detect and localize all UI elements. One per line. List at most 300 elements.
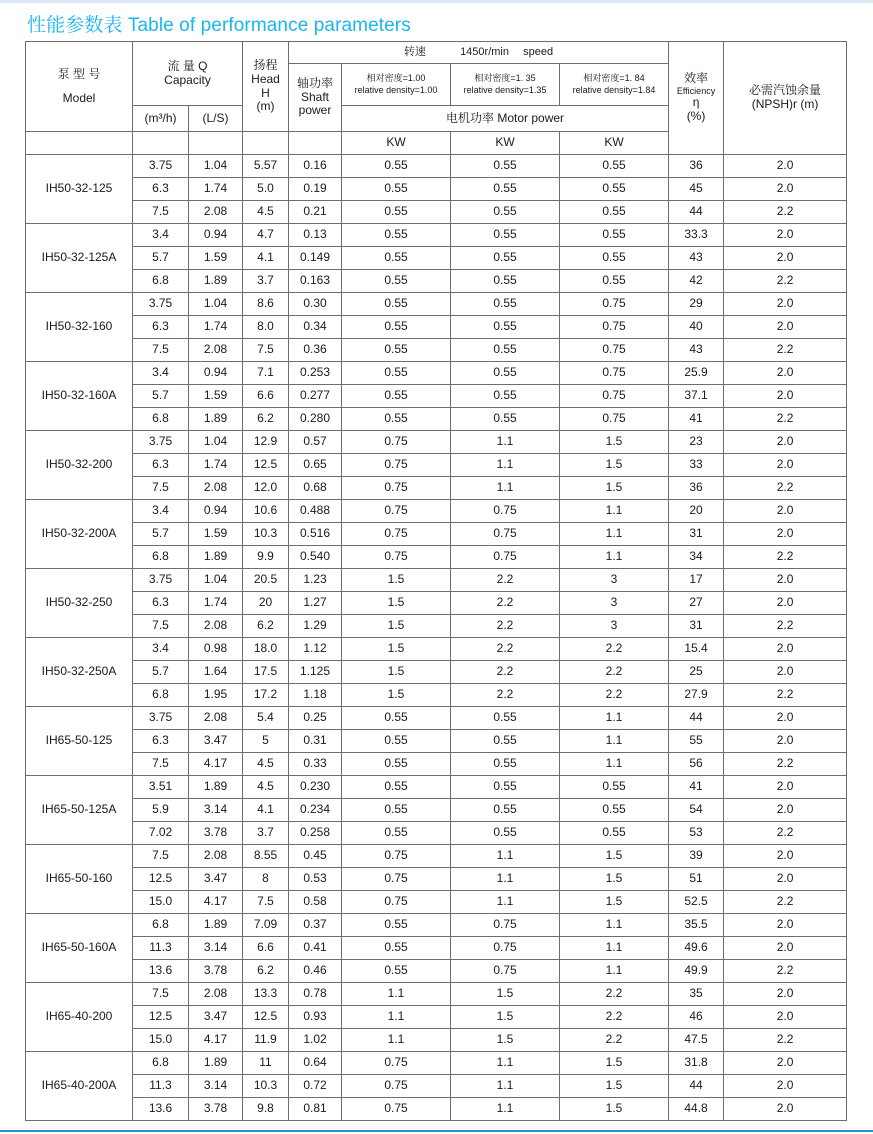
efficiency-cell: 23 (669, 431, 724, 454)
flow-m3h-cell: 3.75 (133, 293, 189, 316)
shaft-power-cell: 0.19 (289, 178, 342, 201)
npsh-cell: 2.0 (724, 868, 847, 891)
table-row (26, 408, 847, 431)
motor-power-rd100-cell: 0.55 (342, 822, 451, 845)
motor-power-rd184-cell: 1.1 (560, 753, 669, 776)
motor-power-rd100-cell: 1.5 (342, 661, 451, 684)
table-body (26, 155, 847, 1121)
flow-ls-cell: 3.14 (189, 937, 243, 960)
efficiency-cell: 42 (669, 270, 724, 293)
head-cell: 6.2 (243, 408, 289, 431)
motor-power-rd135-cell: 0.75 (451, 914, 560, 937)
motor-power-rd184-cell: 0.75 (560, 339, 669, 362)
motor-power-rd100-cell: 0.75 (342, 1098, 451, 1121)
motor-power-rd100-cell: 0.55 (342, 339, 451, 362)
motor-power-rd135-cell: 1.1 (451, 845, 560, 868)
table-row (26, 523, 847, 546)
efficiency-cell: 44 (669, 1075, 724, 1098)
head-cell: 8.0 (243, 316, 289, 339)
efficiency-cell: 34 (669, 546, 724, 569)
motor-power-rd135-cell: 1.5 (451, 1006, 560, 1029)
motor-power-rd100-cell: 0.75 (342, 891, 451, 914)
motor-power-rd135-cell: 0.55 (451, 707, 560, 730)
capacity-unit-spacer-2 (189, 132, 243, 155)
motor-power-rd135-cell: 0.55 (451, 753, 560, 776)
efficiency-cell: 41 (669, 408, 724, 431)
flow-ls-cell: 2.08 (189, 477, 243, 500)
motor-power-rd135-cell: 0.55 (451, 201, 560, 224)
motor-power-rd184-cell: 0.55 (560, 270, 669, 293)
table-row (26, 316, 847, 339)
flow-m3h-cell: 5.7 (133, 661, 189, 684)
motor-power-rd135-cell: 0.55 (451, 385, 560, 408)
flow-m3h-cell: 6.8 (133, 270, 189, 293)
motor-power-rd100-cell: 0.55 (342, 937, 451, 960)
head-header-symbol: H (261, 85, 270, 100)
motor-power-rd135-cell: 0.75 (451, 937, 560, 960)
table-row (26, 615, 847, 638)
flow-m3h-cell: 6.3 (133, 730, 189, 753)
head-cell: 20 (243, 592, 289, 615)
shaft-power-cell: 0.34 (289, 316, 342, 339)
npsh-cell: 2.2 (724, 822, 847, 845)
table-row (26, 362, 847, 385)
efficiency-cell: 44.8 (669, 1098, 724, 1121)
npsh-cell: 2.2 (724, 684, 847, 707)
motor-power-rd135-cell: 2.2 (451, 615, 560, 638)
flow-m3h-cell: 6.3 (133, 454, 189, 477)
efficiency-header-cn: 效率 (684, 71, 709, 86)
motor-power-rd184-cell: 2.2 (560, 1006, 669, 1029)
capacity-header-en: Capacity (164, 72, 211, 87)
head-cell: 8.55 (243, 845, 289, 868)
flow-m3h-cell: 7.5 (133, 983, 189, 1006)
head-cell: 4.5 (243, 201, 289, 224)
motor-power-rd100-cell: 0.55 (342, 316, 451, 339)
efficiency-cell: 44 (669, 707, 724, 730)
head-cell: 5 (243, 730, 289, 753)
head-cell: 3.7 (243, 822, 289, 845)
table-row (26, 730, 847, 753)
motor-power-rd135-cell: 1.1 (451, 868, 560, 891)
flow-ls-cell: 3.47 (189, 868, 243, 891)
motor-power-rd184-cell: 1.1 (560, 937, 669, 960)
flow-ls-cell: 1.74 (189, 454, 243, 477)
motor-power-rd135-cell: 0.55 (451, 316, 560, 339)
flow-m3h-cell: 5.7 (133, 247, 189, 270)
flow-ls-cell: 1.59 (189, 523, 243, 546)
motor-power-rd100-cell: 1.5 (342, 592, 451, 615)
head-cell: 9.8 (243, 1098, 289, 1121)
efficiency-cell: 35 (669, 983, 724, 1006)
shaft-power-cell: 1.29 (289, 615, 342, 638)
head-cell: 9.9 (243, 546, 289, 569)
model-cell: IH50-32-125 (26, 155, 133, 224)
flow-m3h-cell: 15.0 (133, 891, 189, 914)
shaft-power-cell: 1.27 (289, 592, 342, 615)
flow-m3h-cell: 11.3 (133, 1075, 189, 1098)
motor-power-rd135-cell: 1.1 (451, 477, 560, 500)
flow-ls-cell: 0.94 (189, 362, 243, 385)
table-row (26, 546, 847, 569)
motor-power-rd135-cell: 0.75 (451, 546, 560, 569)
shaft-power-cell: 0.78 (289, 983, 342, 1006)
relative-density-3-cn: 相对密度=1. 84 (583, 72, 645, 83)
shaft-power-cell: 0.277 (289, 385, 342, 408)
model-header (26, 42, 133, 132)
motor-power-rd135-cell: 1.1 (451, 1098, 560, 1121)
npsh-cell: 2.2 (724, 270, 847, 293)
npsh-cell: 2.2 (724, 201, 847, 224)
flow-m3h-cell: 3.4 (133, 638, 189, 661)
efficiency-header-symbol: η (692, 95, 700, 110)
npsh-cell: 2.0 (724, 385, 847, 408)
npsh-cell: 2.0 (724, 937, 847, 960)
motor-power-rd100-cell: 0.55 (342, 178, 451, 201)
npsh-cell: 2.2 (724, 1029, 847, 1052)
flow-m3h-cell: 7.5 (133, 339, 189, 362)
motor-power-rd135-cell: 0.75 (451, 523, 560, 546)
head-cell: 17.2 (243, 684, 289, 707)
capacity-unit-m3h: (m³/h) (133, 106, 189, 132)
flow-ls-cell: 3.47 (189, 1006, 243, 1029)
table-row (26, 799, 847, 822)
table-row (26, 661, 847, 684)
flow-ls-cell: 2.08 (189, 615, 243, 638)
shaft-power-cell: 0.16 (289, 155, 342, 178)
table-row (26, 845, 847, 868)
npsh-cell: 2.0 (724, 638, 847, 661)
motor-power-rd184-cell: 1.1 (560, 914, 669, 937)
flow-ls-cell: 1.04 (189, 155, 243, 178)
motor-power-rd135-cell: 1.1 (451, 1075, 560, 1098)
flow-m3h-cell: 11.3 (133, 937, 189, 960)
efficiency-cell: 51 (669, 868, 724, 891)
efficiency-cell: 25 (669, 661, 724, 684)
npsh-header (724, 42, 847, 155)
relative-density-1-header (342, 64, 451, 106)
shaft-power-cell: 0.258 (289, 822, 342, 845)
motor-power-rd135-cell: 0.55 (451, 776, 560, 799)
npsh-cell: 2.0 (724, 178, 847, 201)
flow-m3h-cell: 3.4 (133, 362, 189, 385)
motor-power-rd135-cell: 2.2 (451, 638, 560, 661)
model-cell: IH65-50-160 (26, 845, 133, 914)
motor-power-rd184-cell: 0.55 (560, 247, 669, 270)
speed-value: 1450r/min (460, 46, 509, 59)
shaft-power-cell: 0.45 (289, 845, 342, 868)
flow-ls-cell: 1.89 (189, 546, 243, 569)
motor-power-rd100-cell: 0.55 (342, 707, 451, 730)
efficiency-cell: 36 (669, 477, 724, 500)
flow-ls-cell: 1.89 (189, 776, 243, 799)
relative-density-1-cn: 相对密度=1.00 (366, 72, 426, 83)
motor-power-rd100-cell: 0.55 (342, 776, 451, 799)
shaft-power-cell: 0.31 (289, 730, 342, 753)
model-cell: IH50-32-160 (26, 293, 133, 362)
model-cell: IH50-32-200A (26, 500, 133, 569)
efficiency-cell: 40 (669, 316, 724, 339)
flow-m3h-cell: 7.5 (133, 845, 189, 868)
motor-power-rd184-cell: 0.55 (560, 822, 669, 845)
motor-power-rd100-cell: 0.75 (342, 868, 451, 891)
motor-power-rd100-cell: 1.1 (342, 1006, 451, 1029)
motor-power-rd135-cell: 1.1 (451, 1052, 560, 1075)
model-cell: IH50-32-125A (26, 224, 133, 293)
head-cell: 5.4 (243, 707, 289, 730)
table-row (26, 684, 847, 707)
motor-power-rd135-cell: 0.55 (451, 799, 560, 822)
head-cell: 20.5 (243, 569, 289, 592)
shaft-power-cell: 0.30 (289, 293, 342, 316)
flow-ls-cell: 1.89 (189, 1052, 243, 1075)
npsh-cell: 2.2 (724, 477, 847, 500)
motor-power-rd135-cell: 0.55 (451, 247, 560, 270)
npsh-cell: 2.0 (724, 661, 847, 684)
motor-power-rd135-cell: 1.1 (451, 891, 560, 914)
npsh-cell: 2.0 (724, 1075, 847, 1098)
npsh-cell: 2.0 (724, 845, 847, 868)
top-divider (0, 0, 873, 3)
motor-power-rd135-cell: 0.75 (451, 500, 560, 523)
model-cell: IH50-32-160A (26, 362, 133, 431)
flow-m3h-cell: 7.02 (133, 822, 189, 845)
npsh-header-cn: 必需汽蚀余量 (749, 83, 822, 98)
efficiency-cell: 49.6 (669, 937, 724, 960)
table-row (26, 1052, 847, 1075)
npsh-cell: 2.2 (724, 891, 847, 914)
shaft-power-cell: 0.253 (289, 362, 342, 385)
efficiency-cell: 43 (669, 339, 724, 362)
npsh-cell: 2.0 (724, 293, 847, 316)
motor-power-rd184-cell: 2.2 (560, 684, 669, 707)
table-row (26, 201, 847, 224)
motor-power-rd135-cell: 0.55 (451, 339, 560, 362)
motor-power-rd184-cell: 1.1 (560, 730, 669, 753)
flow-m3h-cell: 3.75 (133, 155, 189, 178)
shaft-power-cell: 1.125 (289, 661, 342, 684)
npsh-cell: 2.0 (724, 316, 847, 339)
flow-ls-cell: 0.98 (189, 638, 243, 661)
motor-power-rd135-cell: 0.55 (451, 270, 560, 293)
shaft-power-cell: 1.02 (289, 1029, 342, 1052)
head-header-spacer (243, 132, 289, 155)
motor-power-rd100-cell: 0.75 (342, 500, 451, 523)
shaft-power-cell: 0.46 (289, 960, 342, 983)
flow-ls-cell: 3.14 (189, 1075, 243, 1098)
motor-power-rd100-cell: 0.55 (342, 960, 451, 983)
flow-ls-cell: 2.08 (189, 339, 243, 362)
flow-m3h-cell: 13.6 (133, 1098, 189, 1121)
table-row (26, 1075, 847, 1098)
flow-ls-cell: 1.74 (189, 178, 243, 201)
motor-power-rd135-cell: 2.2 (451, 569, 560, 592)
table-row (26, 339, 847, 362)
motor-power-rd135-cell: 2.2 (451, 684, 560, 707)
efficiency-cell: 53 (669, 822, 724, 845)
motor-power-rd100-cell: 0.55 (342, 914, 451, 937)
efficiency-cell: 20 (669, 500, 724, 523)
shaft-power-cell: 0.516 (289, 523, 342, 546)
motor-power-rd184-cell: 0.75 (560, 362, 669, 385)
flow-ls-cell: 2.08 (189, 201, 243, 224)
efficiency-cell: 44 (669, 201, 724, 224)
head-cell: 6.2 (243, 615, 289, 638)
flow-ls-cell: 4.17 (189, 1029, 243, 1052)
model-cell: IH50-32-250 (26, 569, 133, 638)
head-cell: 11 (243, 1052, 289, 1075)
table-row (26, 569, 847, 592)
shaft-power-cell: 0.234 (289, 799, 342, 822)
shaft-power-cell: 0.37 (289, 914, 342, 937)
motor-power-rd184-cell: 0.75 (560, 385, 669, 408)
table-row (26, 454, 847, 477)
head-cell: 7.1 (243, 362, 289, 385)
relative-density-2-cn: 相对密度=1. 35 (474, 72, 536, 83)
motor-power-rd184-cell: 1.5 (560, 868, 669, 891)
motor-power-header: 电机功率 Motor power (342, 106, 669, 132)
capacity-header-cn: 流 量 Q (167, 58, 208, 73)
efficiency-cell: 35.5 (669, 914, 724, 937)
flow-ls-cell: 2.08 (189, 707, 243, 730)
table-row (26, 891, 847, 914)
head-cell: 3.7 (243, 270, 289, 293)
flow-m3h-cell: 6.8 (133, 1052, 189, 1075)
flow-ls-cell: 2.08 (189, 983, 243, 1006)
flow-ls-cell: 4.17 (189, 891, 243, 914)
efficiency-header (669, 42, 724, 155)
motor-power-rd100-cell: 0.55 (342, 362, 451, 385)
efficiency-cell: 56 (669, 753, 724, 776)
motor-power-rd184-cell: 1.5 (560, 454, 669, 477)
head-cell: 4.5 (243, 753, 289, 776)
motor-power-rd100-cell: 1.5 (342, 638, 451, 661)
flow-ls-cell: 1.59 (189, 247, 243, 270)
efficiency-cell: 47.5 (669, 1029, 724, 1052)
motor-power-rd100-cell: 0.75 (342, 1052, 451, 1075)
head-header (243, 42, 289, 132)
speed-header (289, 42, 669, 64)
motor-power-rd100-cell: 0.55 (342, 224, 451, 247)
flow-ls-cell: 1.04 (189, 431, 243, 454)
efficiency-cell: 33.3 (669, 224, 724, 247)
head-cell: 7.5 (243, 339, 289, 362)
motor-power-rd100-cell: 0.55 (342, 293, 451, 316)
motor-power-rd184-cell: 2.2 (560, 1029, 669, 1052)
table-row (26, 293, 847, 316)
table-row (26, 224, 847, 247)
flow-m3h-cell: 5.7 (133, 385, 189, 408)
motor-power-rd184-cell: 3 (560, 592, 669, 615)
page-title: 性能参数表 Table of performance parameters (27, 15, 411, 36)
model-cell: IH65-40-200 (26, 983, 133, 1052)
flow-m3h-cell: 3.75 (133, 569, 189, 592)
motor-power-rd184-cell: 0.55 (560, 201, 669, 224)
flow-m3h-cell: 6.3 (133, 178, 189, 201)
efficiency-cell: 52.5 (669, 891, 724, 914)
kw-header-3: KW (560, 132, 669, 155)
efficiency-cell: 27 (669, 592, 724, 615)
npsh-cell: 2.0 (724, 914, 847, 937)
model-cell: IH50-32-200 (26, 431, 133, 500)
flow-ls-cell: 1.59 (189, 385, 243, 408)
head-cell: 12.0 (243, 477, 289, 500)
flow-m3h-cell: 3.4 (133, 224, 189, 247)
head-cell: 11.9 (243, 1029, 289, 1052)
npsh-cell: 2.0 (724, 247, 847, 270)
kw-header-1: KW (342, 132, 451, 155)
npsh-cell: 2.2 (724, 615, 847, 638)
flow-m3h-cell: 7.5 (133, 615, 189, 638)
head-cell: 18.0 (243, 638, 289, 661)
motor-power-rd135-cell: 0.55 (451, 362, 560, 385)
motor-power-rd184-cell: 2.2 (560, 638, 669, 661)
flow-m3h-cell: 7.5 (133, 477, 189, 500)
table-row (26, 822, 847, 845)
model-cell: IH65-40-200A (26, 1052, 133, 1121)
head-cell: 13.3 (243, 983, 289, 1006)
motor-power-rd135-cell: 0.55 (451, 224, 560, 247)
npsh-cell: 2.0 (724, 799, 847, 822)
motor-power-rd135-cell: 1.5 (451, 983, 560, 1006)
shaft-power-cell: 1.23 (289, 569, 342, 592)
flow-m3h-cell: 5.7 (133, 523, 189, 546)
npsh-cell: 2.0 (724, 592, 847, 615)
efficiency-cell: 46 (669, 1006, 724, 1029)
motor-power-rd100-cell: 0.75 (342, 431, 451, 454)
npsh-cell: 2.0 (724, 1052, 847, 1075)
table-row (26, 178, 847, 201)
motor-power-rd100-cell: 0.55 (342, 730, 451, 753)
shaft-power-cell: 0.41 (289, 937, 342, 960)
flow-m3h-cell: 7.5 (133, 753, 189, 776)
table-row (26, 1029, 847, 1052)
motor-power-rd184-cell: 1.5 (560, 1075, 669, 1098)
table-row (26, 753, 847, 776)
shaft-power-header-cn: 轴功率 (296, 75, 333, 90)
head-cell: 5.0 (243, 178, 289, 201)
head-cell: 4.1 (243, 247, 289, 270)
model-cell: IH50-32-250A (26, 638, 133, 707)
motor-power-rd100-cell: 0.55 (342, 753, 451, 776)
kw-header-2: KW (451, 132, 560, 155)
speed-label-cn: 转速 (403, 46, 426, 59)
flow-ls-cell: 2.08 (189, 845, 243, 868)
motor-power-rd184-cell: 1.1 (560, 523, 669, 546)
capacity-unit-ls: (L/S) (189, 106, 243, 132)
efficiency-cell: 31 (669, 615, 724, 638)
head-cell: 6.2 (243, 960, 289, 983)
efficiency-cell: 27.9 (669, 684, 724, 707)
motor-power-rd100-cell: 1.1 (342, 983, 451, 1006)
motor-power-rd184-cell: 1.5 (560, 431, 669, 454)
flow-ls-cell: 0.94 (189, 224, 243, 247)
npsh-cell: 2.0 (724, 431, 847, 454)
efficiency-header-en: Efficiency (676, 85, 716, 96)
motor-power-rd184-cell: 1.5 (560, 1052, 669, 1075)
flow-m3h-cell: 12.5 (133, 1006, 189, 1029)
efficiency-cell: 25.9 (669, 362, 724, 385)
relative-density-3-header (560, 64, 669, 106)
flow-ls-cell: 1.74 (189, 592, 243, 615)
flow-m3h-cell: 3.75 (133, 431, 189, 454)
shaft-power-cell: 0.540 (289, 546, 342, 569)
table-row (26, 914, 847, 937)
head-header-cn: 扬程 (253, 57, 278, 72)
flow-m3h-cell: 3.4 (133, 500, 189, 523)
flow-ls-cell: 0.94 (189, 500, 243, 523)
head-cell: 12.5 (243, 1006, 289, 1029)
